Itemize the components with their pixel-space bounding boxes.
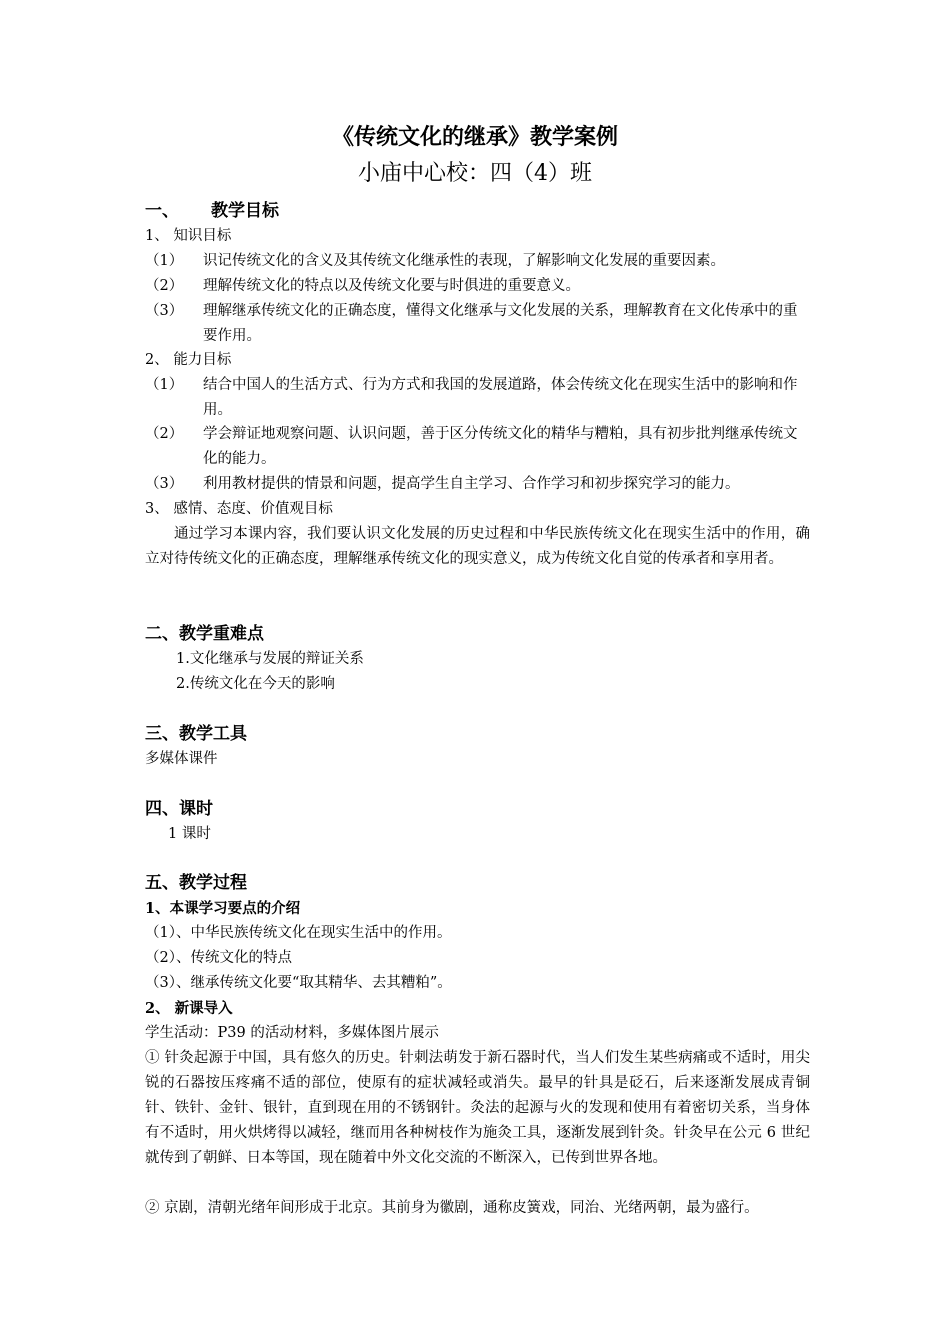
class-hours-text: 1 课时 [168, 826, 211, 842]
item-text: 理解继承传统文化的正确态度，懂得文化继承与文化发展的关系，理解教育在文化传承中的重要作用。 [203, 303, 798, 344]
knowledge-goal-3 [145, 299, 810, 349]
process-point-3: （3）、继承传统文化要“取其精华、去其糟粕”。 [145, 975, 452, 991]
material-paragraph-1: ① 针灸起源于中国，具有悠久的历史。针刺法萌发于新石器时代，当人们发生某些病痛或不适时，用尖锐的石器按压疼痛不适的部位，使原有的症状减轻或消失。最早的针具是砭石，后来逐渐发展成青铜针、铁针、金针、银针，直到现在用的不锈钢针。灸法的起源与火的发现和使用有着密切关系，当身体有不适时，用火烘烤得以减轻，继而用各种树枝作为施灸工具，逐渐发展到针灸。针灸早在公元 6 世纪就传到了朝鲜、日本等国，现在随着中外文化交流的不断深入，已传到世界各地。 [145, 1050, 810, 1166]
document-subtitle: 小庙中心校：四（4）班 [358, 161, 592, 186]
ability-goal-3 [145, 472, 810, 497]
emotion-goals-text: 通过学习本课内容，我们要认识文化发展的历史过程和中华民族传统文化在现实生活中的作用，确立对待传统文化的正确态度，理解继承传统文化的现实意义，成为传统文化自觉的传承者和享用者。 [145, 526, 810, 567]
section-1-number: 一、 [145, 201, 179, 221]
process-step-1-title: 1、本课学习要点的介绍 [145, 900, 301, 917]
key-point-1: 1.文化继承与发展的辩证关系 [176, 651, 364, 667]
document-title: 《传统文化的继承》教学案例 [331, 124, 618, 150]
ability-goal-1 [145, 373, 810, 423]
section-3-heading: 三、教学工具 [145, 724, 247, 744]
ability-goals-title: 2、 能力目标 [145, 352, 232, 368]
knowledge-goal-2 [145, 274, 810, 299]
ability-goal-2 [145, 422, 810, 472]
key-point-2: 2.传统文化在今天的影响 [176, 676, 335, 692]
student-activity-text: 学生活动：P39 的活动材料，多媒体图片展示 [145, 1025, 439, 1041]
section-2-heading: 二、教学重难点 [145, 624, 264, 644]
material-paragraph-2: ② 京剧，清朝光绪年间形成于北京。其前身为徽剧，通称皮簧戏，同治、光绪两朝，最为盛行。 [145, 1200, 759, 1216]
emotion-goals-title: 3、 感情、态度、价值观目标 [145, 501, 333, 517]
knowledge-goal-1 [145, 249, 810, 274]
item-number: （1） [145, 377, 184, 393]
item-number: （1） [145, 253, 184, 269]
section-4-heading: 四、课时 [145, 799, 213, 819]
process-point-1: （1）、中华民族传统文化在现实生活中的作用。 [145, 925, 452, 941]
section-1-heading [145, 199, 810, 224]
item-number: （2） [145, 426, 184, 442]
section-1-title: 教学目标 [211, 201, 279, 221]
section-5-heading: 五、教学过程 [145, 873, 247, 893]
item-text: 结合中国人的生活方式、行为方式和我国的发展道路，体会传统文化在现实生活中的影响和作用。 [203, 377, 798, 418]
item-text: 学会辩证地观察问题、认识问题，善于区分传统文化的精华与糟粕，具有初步批判继承传统文化的能力。 [203, 426, 798, 467]
item-text: 利用教材提供的情景和问题，提高学生自主学习、合作学习和初步探究学习的能力。 [203, 476, 740, 492]
process-point-2: （2）、传统文化的特点 [145, 950, 292, 966]
process-step-2-title: 2、 新课导入 [145, 1000, 233, 1017]
item-number: （2） [145, 278, 184, 294]
item-number: （3） [145, 303, 184, 319]
item-text: 识记传统文化的含义及其传统文化继承性的表现，了解影响文化发展的重要因素。 [203, 253, 725, 269]
teaching-tools-text: 多媒体课件 [145, 751, 218, 767]
item-text: 理解传统文化的特点以及传统文化要与时俱进的重要意义。 [203, 278, 580, 294]
item-number: （3） [145, 476, 184, 492]
knowledge-goals-title: 1、 知识目标 [145, 228, 232, 244]
